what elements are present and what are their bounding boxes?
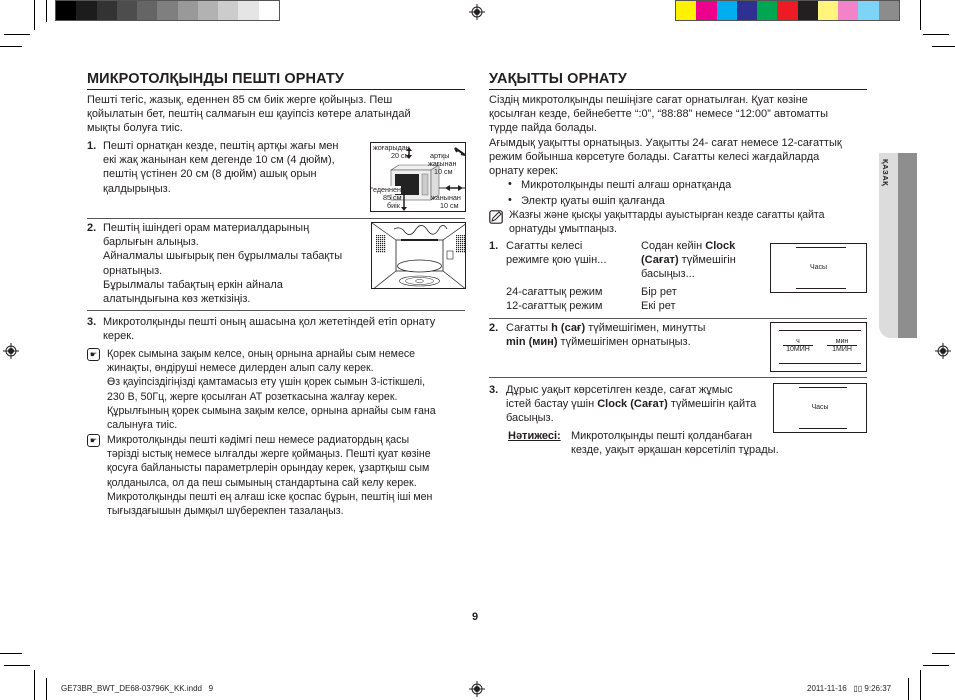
color-swatch [238,1,258,20]
text: істей бастау үшін [506,398,598,411]
step-1-text [103,139,368,196]
result-label [508,429,561,443]
registration-mark-icon [469,681,485,697]
step-3-text [103,315,468,343]
text: Содан кейін [641,240,706,252]
text: түймешігін [678,254,736,267]
display-hour-minute-buttons [770,322,867,372]
label-back-value: 10 см [434,167,453,176]
bullet-dot: • [508,178,512,190]
step2-text [506,321,766,349]
step1-instruction [641,239,771,282]
note-line: Микротолқынды пешті ең алғаш іске қоспас бұрын, пештің іші мен [107,490,433,503]
mode-name: 24-сағаттық режим [506,286,603,298]
label-top: жоғарыдан [373,143,410,152]
color-swatch [56,1,76,20]
note-placement [107,433,467,518]
note-line: жинақты, өндіруші немесе дилерден алып салу керек. [107,362,374,375]
crop-mark [932,653,955,654]
hour-button-indicator[interactable] [777,338,819,353]
crop-mark [932,46,955,47]
step-line: барлығын алыңыз. [103,236,199,249]
step-divider [489,377,867,378]
step-line: Микротолқынды пешті оның ашасына қол жететіндей етіп орнату [103,316,436,328]
color-swatch [76,1,96,20]
display-bar [779,363,861,364]
step-number: 2. [87,222,97,234]
crop-mark [923,665,949,666]
color-swatch [757,1,777,20]
step-2-text [103,221,368,306]
color-swatch [97,1,117,20]
hour-sub-label: 10МИН [786,346,810,353]
label-back-2: жағынан [428,159,457,168]
label-back: артқы [430,151,450,160]
crop-mark [4,665,30,666]
clock-intro [489,93,869,178]
label-side: жанынан [431,193,461,202]
crop-mark [46,678,47,700]
press-count: Екі рет [641,300,676,313]
step-line: орнатыңыз. [103,264,163,277]
step1-mode-label [506,239,636,267]
color-swatch [717,1,737,20]
color-swatch [198,1,218,20]
intro-line: орнату керек: [489,165,559,178]
intro-line: Ағымдық уақытты орнатыңыз. Уақытты 24- сағат немесе 12-сағаттық [489,136,842,149]
clock-button-label: (Сағат) [641,254,679,267]
section-title-clock: УАҚЫТТЫ ОРНАТУ [489,71,627,87]
intro-paragraph [87,93,467,136]
crop-mark [46,0,47,22]
label-top-value: 20 см [391,151,410,160]
crop-mark [34,670,35,700]
text: түймешігімен орнатыңыз. [557,336,691,349]
memo-line: Жазғы және қысқы уақыттарды ауыстырған кезде сағатты қайта [509,209,825,221]
bullet-dot: • [508,194,512,206]
language-tab [879,153,917,338]
color-swatch [777,1,797,20]
minute-button-indicator[interactable] [821,338,863,353]
note-line: тәрізді ыстық немесе ылғалды жерге қоймаңыз. Пешті қуат көзіне [107,448,431,461]
pointing-hand-note-icon: ☛ [87,434,100,447]
grayscale-color-bar [55,0,280,21]
tab-dark-strip [898,153,917,338]
registration-mark-icon [3,343,19,359]
display-bar [779,330,861,331]
label-side-value: 10 см [440,201,459,210]
note-line: Құрылғының қорек сымына зақым келсе, орнына арнайы сым ғана [107,404,436,417]
color-swatch [879,1,899,20]
note-line: салынуға тиіс. [107,419,178,432]
memo-line: орнатуды ұмытпаңыз. [509,222,617,235]
display-bar [796,247,846,248]
crop-mark [34,0,35,30]
step3-text [506,383,776,426]
intro-line: мықты болуға тиіс. [87,122,183,135]
step-divider [87,218,465,219]
step-line: пештің үстінен 20 см (8 дюйм) ашық орын [103,168,317,181]
display-clock-indicator [773,383,867,433]
registration-mark-icon [935,343,951,359]
color-swatch [696,1,716,20]
language-tab-label: ҚАЗАҚ [881,159,890,187]
color-swatch [798,1,818,20]
mode-name: 12-сағаттық режим [506,300,603,313]
crop-mark [923,34,949,35]
minute-button-label: min (мин) [506,336,558,349]
section-title-installation: МИКРОТОЛҚЫНДЫ ПЕШТІ ОРНАТУ [87,71,344,87]
step-line: режимге қою үшін... [506,254,607,267]
color-swatch [737,1,757,20]
pointing-hand-note-icon: ☛ [87,348,100,361]
crop-mark [0,46,22,47]
text: түймешігін қайта [667,398,757,411]
clock-button-label: Clock [705,240,736,252]
intro-line: Пешті тегіс, жазық, еденнен 85 см биік жерге қойыңыз. Пеш [87,94,393,106]
mode-table [506,285,766,313]
note-power-cord [107,347,467,432]
minute-sub-label: 1МИН [832,346,852,353]
color-swatch [117,1,137,20]
footer-file-name: GE73BR_BWT_DE68-03796K_KK.indd 9 [61,684,214,693]
crop-mark [920,670,921,700]
step-number: 3. [87,316,97,328]
text: басыңыз... [641,268,695,281]
step-divider [87,310,465,311]
hour-button-label: h (сағ) [551,322,586,334]
result-label-text: Нәтижесі: [508,430,561,442]
step-line: Айналмалы шығырық пен бұрылмалы табақты [103,250,343,263]
bullet-item: Микротолқынды пешті алғаш орнатқанда [521,179,732,191]
color-swatch [218,1,238,20]
note-line: Қорек сымына зақым келсе, оның орнына арнайы сым немесе [107,348,416,360]
intro-line: қойылатын бет, пештің салмағын еш қауіпсіз көтере алатындай [87,108,411,121]
page-number: 9 [472,611,479,623]
color-swatch [858,1,878,20]
bullet-item: Электр қуаты өшіп қалғанда [521,195,665,207]
title-rule [489,89,867,90]
result-line: Микротолқынды пешті қолданбаған [571,430,753,442]
display-label: Часы [811,404,829,411]
step-line: керек. [103,330,135,343]
step-number: 1. [489,240,499,252]
intro-line: түрде пайда болады. [489,122,597,135]
cmyk-color-bar [675,0,900,21]
note-line: қолданылса, ол да пеш сымының стандартына сай келу керек. [107,476,417,489]
step-number: 2. [489,322,499,334]
intro-line: қосылған кезде, бейнебетте “:0”, “88:88” немесе “12:00” автоматты [489,108,828,121]
minute-label: мин [827,338,857,346]
hour-label: ч [783,338,813,346]
label-floor-value: 85 см [383,193,402,202]
note-line: қосуға байланысты параметрлерін орындау керек, ұзартқыш сым [107,462,430,475]
display-bar [799,387,847,388]
step-line: Дұрыс уақыт көрсетілген кезде, сағат жұмыс [506,384,733,396]
clearance-diagram [370,142,466,212]
crop-mark [0,653,22,654]
intro-line: режим бойынша көрсетуге болады. Сағатты келесі жағдайларда [489,150,820,163]
color-swatch [178,1,198,20]
crop-mark [920,0,921,30]
step-line: Пешті орнатқан кезде, пештің артқы жағы мен [103,140,339,152]
oven-interior-diagram [371,222,466,289]
step-line: басыңыз. [506,412,554,425]
note-line: 230 В, 50Гц, жерге қосылған АТ розеткасына жалғау керек. [107,390,398,403]
clock-button-label: Clock (Сағат) [597,398,668,411]
color-swatch [818,1,838,20]
crop-mark [908,678,909,700]
registration-mark-icon [469,4,485,20]
label-floor-2: биік [387,201,400,210]
oven-interior-icon [372,223,466,289]
intro-line: Сіздің микротолқынды пешіңізге сағат орнатылған. Қуат көзіне [489,94,808,106]
text: түймешігімен, минутты [585,322,706,334]
step-line: Бұрылмалы табақтың еркін айнала [103,278,283,291]
mode-row [506,285,766,299]
crop-mark [4,34,30,35]
color-swatch [676,1,696,20]
color-swatch [259,1,279,20]
step-number: 3. [489,384,499,396]
result-line: кезде, уақыт әрқашан көрсетіліп тұрады. [571,444,779,457]
title-rule [87,89,465,90]
result-text [571,429,811,457]
display-clock-indicator [770,243,867,293]
color-swatch [838,1,858,20]
color-swatch [137,1,157,20]
display-label: Часы [809,264,828,271]
press-count: Бір рет [641,286,677,298]
note-line: Микротолқынды пешті кәдімгі пеш немесе радиатордың қасы [107,434,410,446]
footer-timestamp: 2011-11-16 ▯▯ 9:26:37 [807,684,892,693]
step-divider [489,318,867,319]
note-line: тығыздағышын дымқыл шүберекпен тазалаңыз. [107,505,344,518]
mode-row [506,299,766,313]
step-line: Пештің ішіндегі орам материалдарының [103,222,310,234]
text: Сағатты [506,322,552,334]
step-line: екі жақ жанынан кем дегенде 10 см (4 дюйм), [103,154,335,167]
step-line: алатындығына көз жеткізіңіз. [103,293,251,306]
note-line: Өз қауіпсіздігіңізді қамтамасыз ету үшін қорек сымын 3-істікшелі, [107,376,426,389]
memo-pencil-icon [489,210,503,224]
label-floor: еденнен [373,185,401,194]
memo-daylight-saving [509,209,869,236]
step-line: қалдырыңыз. [103,182,171,195]
display-bar [796,288,846,289]
step-number: 1. [87,140,97,152]
step-line: Сағатты келесі [506,240,583,252]
color-swatch [157,1,177,20]
